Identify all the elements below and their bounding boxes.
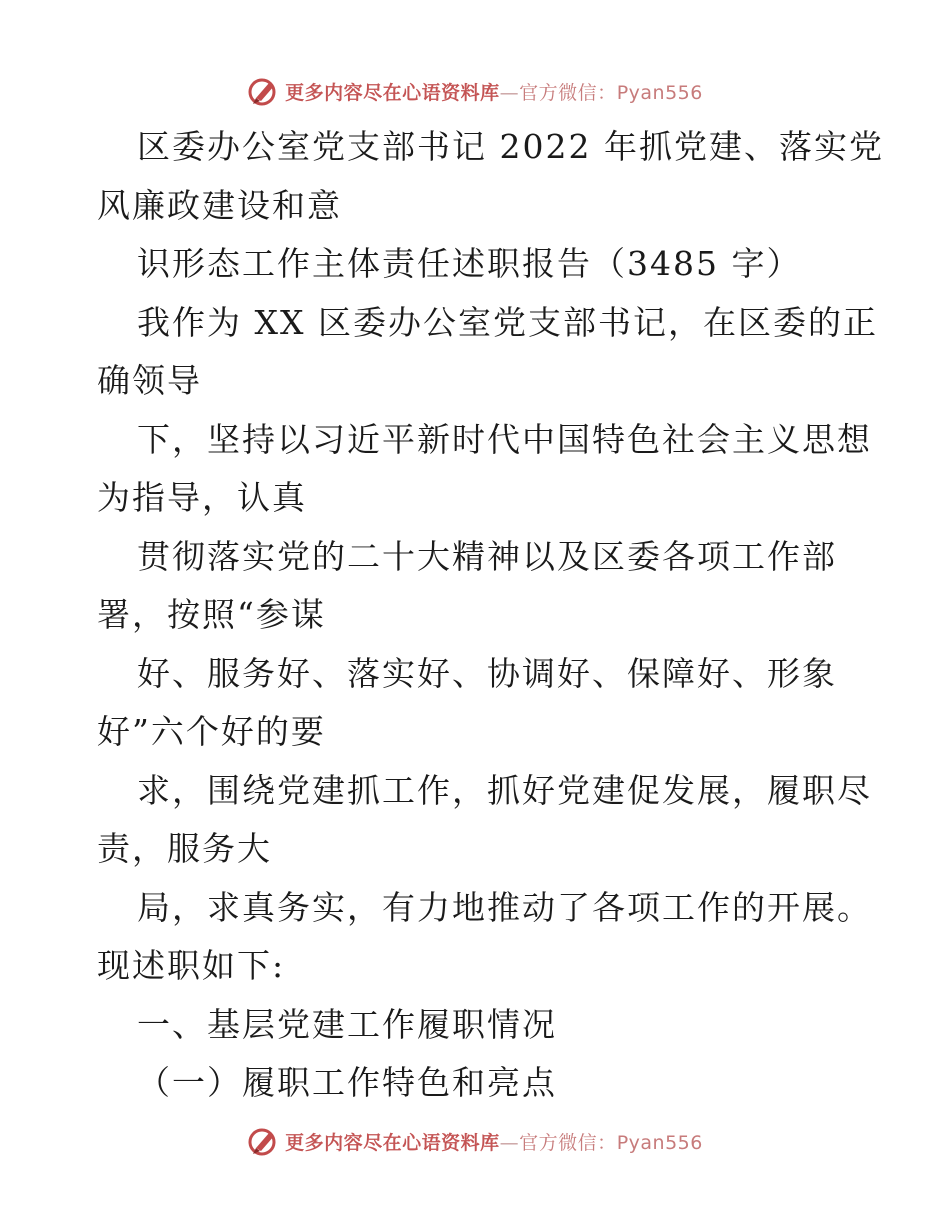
document-body bbox=[97, 118, 884, 1113]
watermark-text bbox=[285, 1128, 703, 1155]
watermark-id: Pyan556 bbox=[616, 1131, 703, 1154]
watermark-brand: 更多内容尽在心语资料库 bbox=[285, 81, 500, 104]
watermark-dash: — bbox=[499, 81, 520, 104]
text-line: 好、服务好、落实好、协调好、保障好、形象 bbox=[137, 653, 837, 693]
watermark-dash: — bbox=[499, 1131, 520, 1154]
text-line: 责，服务大 bbox=[97, 829, 272, 868]
text-line: 我作为 XX 区委办公室党支部书记，在区委的正 bbox=[137, 302, 878, 342]
text-line: 现述职如下: bbox=[97, 946, 286, 985]
text-line: 求，围绕党建抓工作，抓好党建促发展，履职尽 bbox=[137, 770, 872, 810]
pen-logo-icon bbox=[247, 74, 281, 108]
subsection-heading: （一）履职工作特色和亮点 bbox=[137, 1063, 557, 1102]
watermark-text bbox=[285, 78, 703, 105]
watermark-header bbox=[0, 74, 950, 108]
pen-logo-icon bbox=[247, 1124, 281, 1158]
text-line: 下，坚持以习近平新时代中国特色社会主义思想 bbox=[137, 419, 872, 459]
text-line: 识形态工作主体责任述职报告（3485 字） bbox=[137, 244, 802, 283]
text-line: 确领导 bbox=[97, 361, 202, 400]
text-line: 风廉政建设和意 bbox=[97, 185, 342, 225]
section-heading: 一、基层党建工作履职情况 bbox=[137, 1004, 557, 1044]
text-line: 好”六个好的要 bbox=[97, 712, 326, 751]
text-line: 局，求真务实，有力地推动了各项工作的开展。 bbox=[137, 887, 872, 927]
watermark-sub: 官方微信： bbox=[519, 1131, 617, 1154]
text-line: 为指导，认真 bbox=[97, 478, 307, 517]
text-line: 区委办公室党支部书记 2022 年抓党建、落实党 bbox=[137, 127, 884, 166]
text-line: 署，按照“参谋 bbox=[97, 595, 326, 634]
watermark-id: Pyan556 bbox=[616, 81, 703, 104]
text-line: 贯彻落实党的二十大精神以及区委各项工作部 bbox=[137, 536, 837, 576]
watermark-sub: 官方微信： bbox=[519, 81, 617, 104]
watermark-footer bbox=[0, 1124, 950, 1158]
watermark-brand: 更多内容尽在心语资料库 bbox=[285, 1131, 500, 1154]
